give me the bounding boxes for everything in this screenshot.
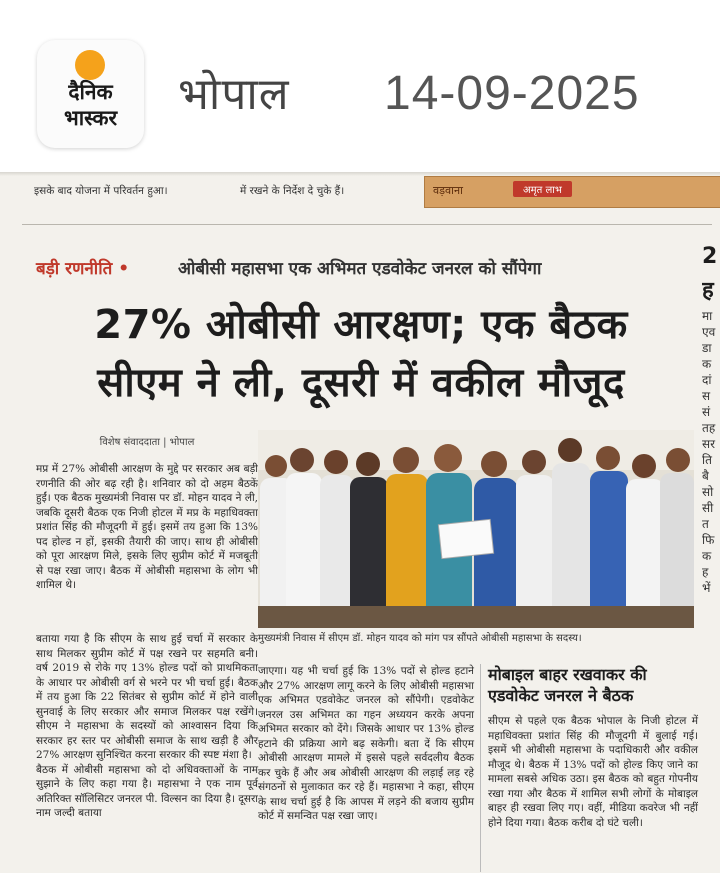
article-byline: विशेष संवाददाता | भोपाल (99, 437, 195, 448)
article-kicker-subtitle: ओबीसी महासभा एक अभिमत एडवोकेट जनरल को सौंपेगा (178, 259, 542, 279)
sidebar-story-headline: मोबाइल बाहर रखवाकर की एडवोकेट जनरल ने बैठक (488, 665, 647, 705)
headline-line-2: सीएम ने ली, दूसरी में वकील मौजूद (97, 360, 625, 406)
logo-line2: भास्कर (63, 106, 118, 130)
sun-icon (75, 50, 105, 80)
meeting-photo (258, 430, 694, 628)
article-paragraph-2: बताया गया है कि सीएम के साथ हुई चर्चा में सरकार के साथ मिलकर सुप्रीम कोर्ट में पक्ष रखने पर सहमति बनी। वर्ष 2019 से रोके गए 13% होल्ड पदों को प्राथमिकता के आधार पर ओबीसी वर्ग से भरने पर भी चर्चा हुई। बैठक में तय हुआ कि 22 सितंबर से सुप्रीम कोर्ट में होने वाली सुनवाई के लिए सरकार और समाज मिलकर पक्ष रखेंगे। सीएम ने महासभा के सदस्यों को आश्वासन दिया कि सरकार हर स्तर पर ओबीसी समाज के साथ खड़ी है और 27% आरक्षण सुनिश्चित करना सरकार की स्पष्ट मंशा है। (36, 633, 258, 761)
previous-article-strip (22, 176, 712, 216)
headline-line-1: 27% ओबीसी आरक्षण; एक बैठक (94, 302, 628, 348)
column-rule (480, 664, 481, 872)
city-name: भोपाल (178, 69, 290, 120)
article-paragraph-1: मप्र में 27% ओबीसी आरक्षण के मुद्दे पर सरकार अब बड़ी रणनीति की ओर बढ़ रही है। शनिवार को दो अहम बैठकें हुईं। एक बैठक मुख्यमंत्री निवास पर डॉ. मोहन यादव ने ली, जबकि दूसरी बैठक एक निजी होटल में मप्र के महाधिवक्ता प्रशांत सिंह की मौजूदगी में हुई। इसमें तय हुआ कि 13% पद होल्ड न हों, इसकी तैयारी की जाए। साथ ही ओबीसी को पूरा आरक्षण मिले, इसके लिए सुप्रीम कोर्ट में मजबूती से पक्ष रखा जाए। बैठक में ओबीसी महासभा के लोग भी शामिल थे। (36, 463, 258, 591)
article-paragraph-3: बैठक में ओबीसी महासभा को दो अधिवक्ताओं के नाम सुझाने के लिए कहा गया है। महासभा ने एक नाम पूर्व अतिरिक्त सॉलिसिटर जनरल पी. विल्सन का दिया है। दूसरा नाम जल्दी बताया (36, 763, 258, 819)
article-paragraphs-left (36, 632, 258, 821)
previous-image-tag: अमृत लाभ (513, 181, 572, 197)
article-kicker: बड़ी रणनीति • (36, 259, 130, 279)
meeting-photo-illustration (258, 430, 694, 628)
adjacent-headline-2: ह (702, 278, 714, 303)
dainik-bhaskar-logo (37, 40, 144, 148)
logo-line1: दैनिक (68, 80, 113, 104)
previous-article-text-1: इसके बाद योजना में परिवर्तन हुआ। (34, 185, 168, 197)
previous-image-text: वड़वाना (433, 184, 463, 197)
edition-date: 14-09-2025 (384, 67, 640, 120)
section-divider (22, 224, 712, 225)
page-header (0, 0, 720, 172)
adjacent-column-cutoff (702, 240, 720, 873)
previous-article-text-2: में रखने के निर्देश दे चुके हैं। (240, 185, 345, 197)
photo-caption: मुख्यमंत्री निवास में सीएम डॉ. मोहन यादव को मांग पत्र सौंपते ओबीसी महासभा के सदस्य। (258, 633, 582, 644)
adjacent-headline-1: 2 (702, 244, 718, 269)
article-headline (36, 296, 686, 412)
sidebar-story-body: सीएम से पहले एक बैठक भोपाल के निजी होटल में महाधिवक्ता प्रशांत सिंह की मौजूदगी में बुलाई गई। इसमें भी ओबीसी महासभा के पदाधिकारी और वकील मौजूद थे। बैठक में 13% पदों को होल्ड किए जाने का मामला सबसे अधिक उठा। इस बैठक को बहुत गोपनीय रखा गया और बैठक में शामिल सभी लोगों के मोबाइल बाहर ही रखवा लिए गए। वहीं, मीडिया कवरेज भी नहीं होने दिया गया। बैठक करीब दो घंटे चली। (488, 715, 698, 829)
article-middle-column: जाएगा। यह भी चर्चा हुई कि 13% पदों से होल्ड हटाने और 27% आरक्षण लागू करने के लिए ओबीसी महासभा एक अभिमत एडवोकेट जनरल को सौंपेगी। एडवोकेट जनरल उस अभिमत का गहन अध्ययन करके अपना अभिमत सरकार को देंगे। जिसके आधार पर 13% होल्ड हटाने की प्रक्रिया आगे बढ़ सकेगी। बता दें कि सीएम ओबीसी आरक्षण मामले में इससे पहले सर्वदलीय बैठक कर चुके हैं और अब ओबीसी आरक्षण की लड़ाई लड़ रहे संगठनों से मुलाकात कर रहे हैं। महासभा ने कहा, सीएम के साथ चर्चा हुई है कि आपस में लड़ने की बजाय सुप्रीम कोर्ट में समन्वित पक्ष रखा जाए। (258, 665, 474, 822)
adjacent-text: मा एव डा क दां स सं तह सर ति बै सो सी त फि क ह भें (702, 309, 716, 595)
previous-article-image (424, 176, 720, 208)
